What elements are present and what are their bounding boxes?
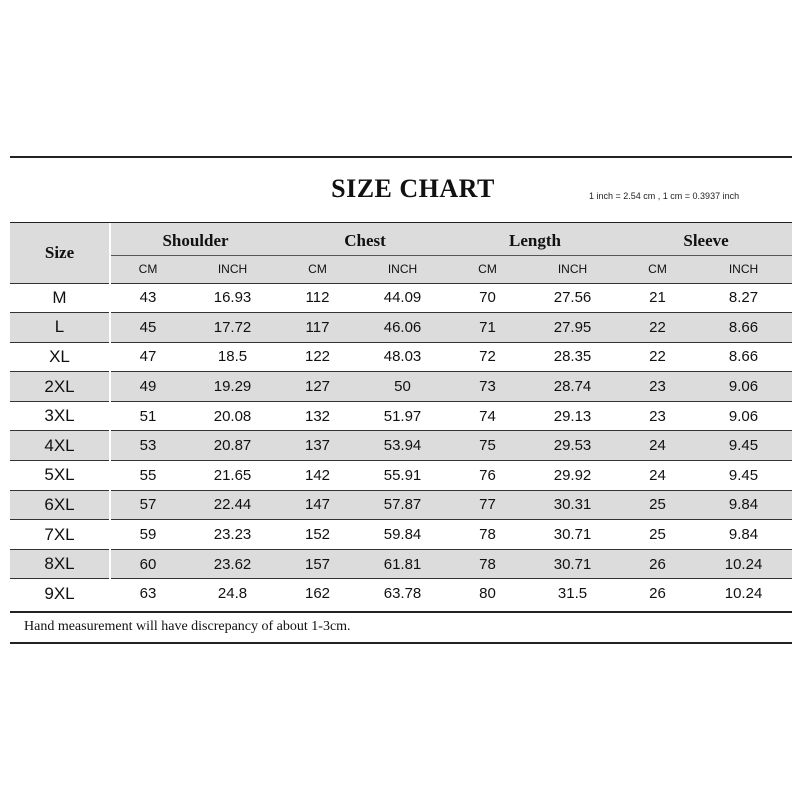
measurement-cell: 51.97 — [355, 401, 450, 431]
measurement-cell: 152 — [280, 520, 355, 550]
measurement-cell: 80 — [450, 579, 525, 608]
measurement-cell: 75 — [450, 431, 525, 461]
measurement-cell: 9.06 — [695, 401, 792, 431]
measurement-cell: 117 — [280, 313, 355, 343]
measurement-cell: 55.91 — [355, 461, 450, 491]
measurement-cell: 45 — [110, 313, 185, 343]
measurement-cell: 9.84 — [695, 490, 792, 520]
measurement-cell: 78 — [450, 520, 525, 550]
size-column-header: Size — [10, 223, 110, 283]
size-label: 4XL — [10, 431, 110, 461]
measurement-cell: 48.03 — [355, 342, 450, 372]
group-header-row — [10, 223, 792, 255]
measurement-cell: 16.93 — [185, 283, 280, 313]
measurement-cell: 60 — [110, 549, 185, 579]
unit-header: CM — [620, 255, 695, 283]
measurement-cell: 63.78 — [355, 579, 450, 608]
measurement-cell: 27.95 — [525, 313, 620, 343]
measurement-cell: 147 — [280, 490, 355, 520]
size-label: M — [10, 283, 110, 313]
size-label: XL — [10, 342, 110, 372]
measurement-cell: 61.81 — [355, 549, 450, 579]
measurement-cell: 29.13 — [525, 401, 620, 431]
measurement-cell: 157 — [280, 549, 355, 579]
measurement-cell: 23 — [620, 401, 695, 431]
measurement-cell: 20.87 — [185, 431, 280, 461]
measurement-cell: 10.24 — [695, 579, 792, 608]
measurement-cell: 26 — [620, 579, 695, 608]
measurement-cell: 59.84 — [355, 520, 450, 550]
measurement-cell: 71 — [450, 313, 525, 343]
unit-header: CM — [280, 255, 355, 283]
table-row — [10, 431, 792, 461]
measurement-cell: 28.74 — [525, 372, 620, 402]
measurement-cell: 28.35 — [525, 342, 620, 372]
measurement-cell: 27.56 — [525, 283, 620, 313]
measurement-cell: 26 — [620, 549, 695, 579]
measurement-cell: 46.06 — [355, 313, 450, 343]
measurement-cell: 24 — [620, 431, 695, 461]
measurement-cell: 31.5 — [525, 579, 620, 608]
size-chart-table — [10, 223, 792, 608]
size-label: 7XL — [10, 520, 110, 550]
unit-header: CM — [450, 255, 525, 283]
measurement-cell: 24 — [620, 461, 695, 491]
table-row — [10, 342, 792, 372]
unit-header: INCH — [695, 255, 792, 283]
measurement-cell: 23.23 — [185, 520, 280, 550]
measurement-cell: 76 — [450, 461, 525, 491]
unit-header-row — [10, 255, 792, 283]
measurement-cell: 55 — [110, 461, 185, 491]
table-row — [10, 490, 792, 520]
measurement-cell: 22 — [620, 342, 695, 372]
size-label: 5XL — [10, 461, 110, 491]
measurement-cell: 8.66 — [695, 342, 792, 372]
measurement-cell: 70 — [450, 283, 525, 313]
measurement-cell: 25 — [620, 520, 695, 550]
measurement-cell: 29.92 — [525, 461, 620, 491]
size-rows — [10, 283, 792, 608]
measurement-cell: 73 — [450, 372, 525, 402]
unit-header: INCH — [355, 255, 450, 283]
shoulder-header: Shoulder — [162, 230, 229, 250]
table-bottom-rule — [10, 611, 792, 613]
unit-header: CM — [110, 255, 185, 283]
chest-header: Chest — [344, 230, 386, 250]
table-row — [10, 549, 792, 579]
measurement-disclaimer: Hand measurement will have discrepancy of about 1-3cm. — [24, 619, 351, 634]
measurement-cell: 47 — [110, 342, 185, 372]
measurement-cell: 53.94 — [355, 431, 450, 461]
measurement-cell: 22 — [620, 313, 695, 343]
measurement-cell: 21 — [620, 283, 695, 313]
measurement-cell: 43 — [110, 283, 185, 313]
top-rule — [10, 156, 792, 158]
measurement-cell: 137 — [280, 431, 355, 461]
sleeve-header: Sleeve — [683, 230, 729, 250]
measurement-cell: 19.29 — [185, 372, 280, 402]
size-label: 3XL — [10, 401, 110, 431]
measurement-cell: 24.8 — [185, 579, 280, 608]
bottom-rule — [10, 642, 792, 644]
measurement-cell: 49 — [110, 372, 185, 402]
measurement-cell: 9.45 — [695, 431, 792, 461]
measurement-cell: 25 — [620, 490, 695, 520]
measurement-cell: 23 — [620, 372, 695, 402]
size-label: 6XL — [10, 490, 110, 520]
table-row — [10, 283, 792, 313]
table-row — [10, 520, 792, 550]
table-row — [10, 313, 792, 343]
page-title: SIZE CHART — [331, 174, 495, 203]
measurement-cell: 30.71 — [525, 520, 620, 550]
measurement-cell: 50 — [355, 372, 450, 402]
size-label: 8XL — [10, 549, 110, 579]
size-label: 2XL — [10, 372, 110, 402]
size-label: 9XL — [10, 579, 110, 608]
measurement-cell: 17.72 — [185, 313, 280, 343]
table-row — [10, 372, 792, 402]
measurement-cell: 53 — [110, 431, 185, 461]
measurement-cell: 9.84 — [695, 520, 792, 550]
measurement-cell: 132 — [280, 401, 355, 431]
measurement-cell: 142 — [280, 461, 355, 491]
measurement-cell: 44.09 — [355, 283, 450, 313]
measurement-cell: 22.44 — [185, 490, 280, 520]
measurement-cell: 21.65 — [185, 461, 280, 491]
measurement-cell: 74 — [450, 401, 525, 431]
measurement-cell: 29.53 — [525, 431, 620, 461]
measurement-cell: 77 — [450, 490, 525, 520]
measurement-cell: 51 — [110, 401, 185, 431]
measurement-cell: 57 — [110, 490, 185, 520]
table-row — [10, 461, 792, 491]
table-row — [10, 579, 792, 608]
measurement-cell: 57.87 — [355, 490, 450, 520]
measurement-cell: 162 — [280, 579, 355, 608]
measurement-cell: 127 — [280, 372, 355, 402]
measurement-cell: 18.5 — [185, 342, 280, 372]
measurement-cell: 112 — [280, 283, 355, 313]
unit-header: INCH — [185, 255, 280, 283]
measurement-cell: 63 — [110, 579, 185, 608]
measurement-cell: 20.08 — [185, 401, 280, 431]
measurement-cell: 30.31 — [525, 490, 620, 520]
length-header: Length — [509, 230, 561, 250]
measurement-cell: 9.45 — [695, 461, 792, 491]
measurement-cell: 8.66 — [695, 313, 792, 343]
measurement-cell: 9.06 — [695, 372, 792, 402]
measurement-cell: 78 — [450, 549, 525, 579]
measurement-cell: 72 — [450, 342, 525, 372]
size-label: L — [10, 313, 110, 343]
measurement-cell: 8.27 — [695, 283, 792, 313]
measurement-cell: 10.24 — [695, 549, 792, 579]
measurement-cell: 23.62 — [185, 549, 280, 579]
measurement-cell: 59 — [110, 520, 185, 550]
measurement-cell: 122 — [280, 342, 355, 372]
unit-header: INCH — [525, 255, 620, 283]
measurement-cell: 30.71 — [525, 549, 620, 579]
table-row — [10, 401, 792, 431]
conversion-note: 1 inch = 2.54 cm , 1 cm = 0.3937 inch — [589, 191, 740, 201]
